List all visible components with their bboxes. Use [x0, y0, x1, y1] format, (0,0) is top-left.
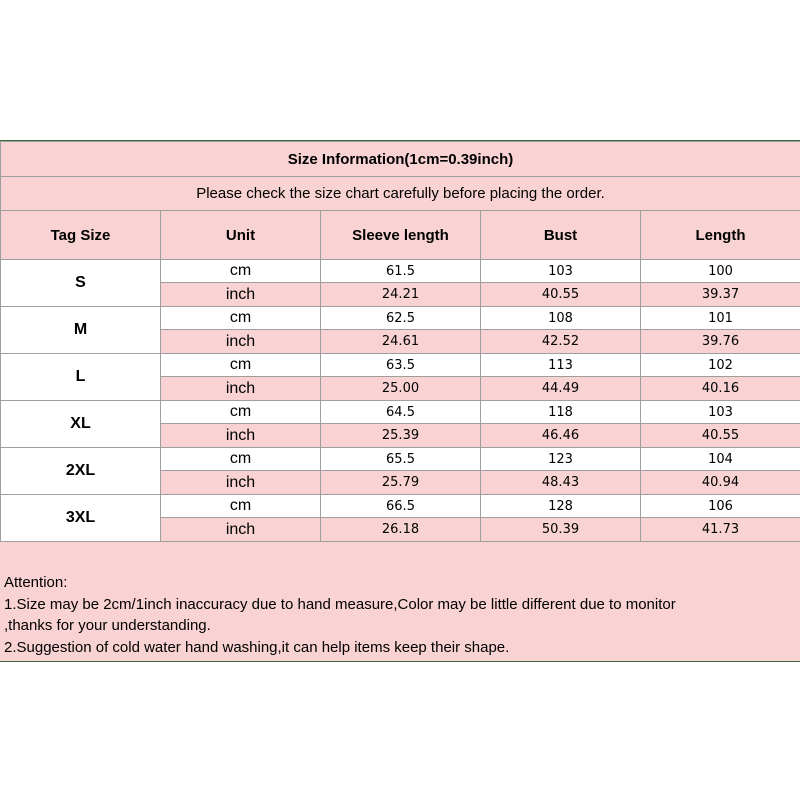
sleeve-length-cell: 65.5 [321, 448, 481, 471]
bust-cell: 113 [481, 354, 641, 377]
tag-size-cell: XL [1, 401, 161, 448]
unit-cell: cm [161, 495, 321, 518]
table-row [1, 307, 800, 330]
bust-cell: 50.39 [481, 518, 641, 542]
unit-cell: cm [161, 448, 321, 471]
unit-cell: cm [161, 307, 321, 330]
tag-size-cell: 2XL [1, 448, 161, 495]
unit-cell: inch [161, 377, 321, 401]
unit-cell: cm [161, 354, 321, 377]
unit-cell: inch [161, 518, 321, 542]
title-row [1, 142, 800, 177]
sleeve-length-cell: 25.79 [321, 471, 481, 495]
sleeve-length-cell: 64.5 [321, 401, 481, 424]
unit-cell: inch [161, 283, 321, 307]
length-cell: 40.94 [641, 471, 800, 495]
tag-size-cell: L [1, 354, 161, 401]
bust-cell: 44.49 [481, 377, 641, 401]
length-cell: 104 [641, 448, 800, 471]
sleeve-length-cell: 63.5 [321, 354, 481, 377]
length-cell: 106 [641, 495, 800, 518]
length-cell: 100 [641, 260, 800, 283]
bust-cell: 128 [481, 495, 641, 518]
table-row [1, 401, 800, 424]
length-cell: 40.55 [641, 424, 800, 448]
unit-cell: cm [161, 260, 321, 283]
unit-cell: inch [161, 424, 321, 448]
table-row [1, 448, 800, 471]
tag-size-cell: 3XL [1, 495, 161, 542]
unit-cell: inch [161, 471, 321, 495]
bust-cell: 118 [481, 401, 641, 424]
attention-line-1: 1.Size may be 2cm/1inch inaccuracy due to hand measure,Color may be little different due to monitor [4, 595, 676, 613]
sleeve-length-cell: 24.21 [321, 283, 481, 307]
length-cell: 103 [641, 401, 800, 424]
tag-size-cell: S [1, 260, 161, 307]
notice-row [1, 177, 800, 211]
sleeve-length-cell: 62.5 [321, 307, 481, 330]
sleeve-length-cell: 61.5 [321, 260, 481, 283]
bust-cell: 48.43 [481, 471, 641, 495]
sleeve-length-cell: 66.5 [321, 495, 481, 518]
length-cell: 39.76 [641, 330, 800, 354]
sleeve-length-cell: 24.61 [321, 330, 481, 354]
length-cell: 101 [641, 307, 800, 330]
length-cell: 40.16 [641, 377, 800, 401]
header-tag-size: Tag Size [1, 211, 161, 260]
attention-line-2: ,thanks for your understanding. [4, 617, 211, 634]
header-unit: Unit [161, 211, 321, 260]
bust-cell: 42.52 [481, 330, 641, 354]
unit-cell: inch [161, 330, 321, 354]
size-table [0, 141, 800, 542]
tag-size-cell: M [1, 307, 161, 354]
length-cell: 39.37 [641, 283, 800, 307]
header-bust: Bust [481, 211, 641, 260]
table-row [1, 260, 800, 283]
header-sleeve-length: Sleeve length [321, 211, 481, 260]
attention-notes [4, 572, 794, 658]
sleeve-length-cell: 25.39 [321, 424, 481, 448]
size-chart-sheet [0, 140, 800, 662]
bust-cell: 108 [481, 307, 641, 330]
table-row [1, 495, 800, 518]
length-cell: 41.73 [641, 518, 800, 542]
length-cell: 102 [641, 354, 800, 377]
table-notice: Please check the size chart carefully before placing the order. [1, 177, 800, 211]
unit-cell: cm [161, 401, 321, 424]
sleeve-length-cell: 25.00 [321, 377, 481, 401]
attention-heading: Attention: [4, 574, 68, 591]
table-title: Size Information(1cm=0.39inch) [1, 142, 800, 177]
header-row [1, 211, 800, 260]
sleeve-length-cell: 26.18 [321, 518, 481, 542]
bust-cell: 103 [481, 260, 641, 283]
table-row [1, 354, 800, 377]
bust-cell: 40.55 [481, 283, 641, 307]
bust-cell: 123 [481, 448, 641, 471]
bust-cell: 46.46 [481, 424, 641, 448]
header-length: Length [641, 211, 800, 260]
attention-line-3: 2.Suggestion of cold water hand washing,it can help items keep their shape. [4, 638, 510, 656]
